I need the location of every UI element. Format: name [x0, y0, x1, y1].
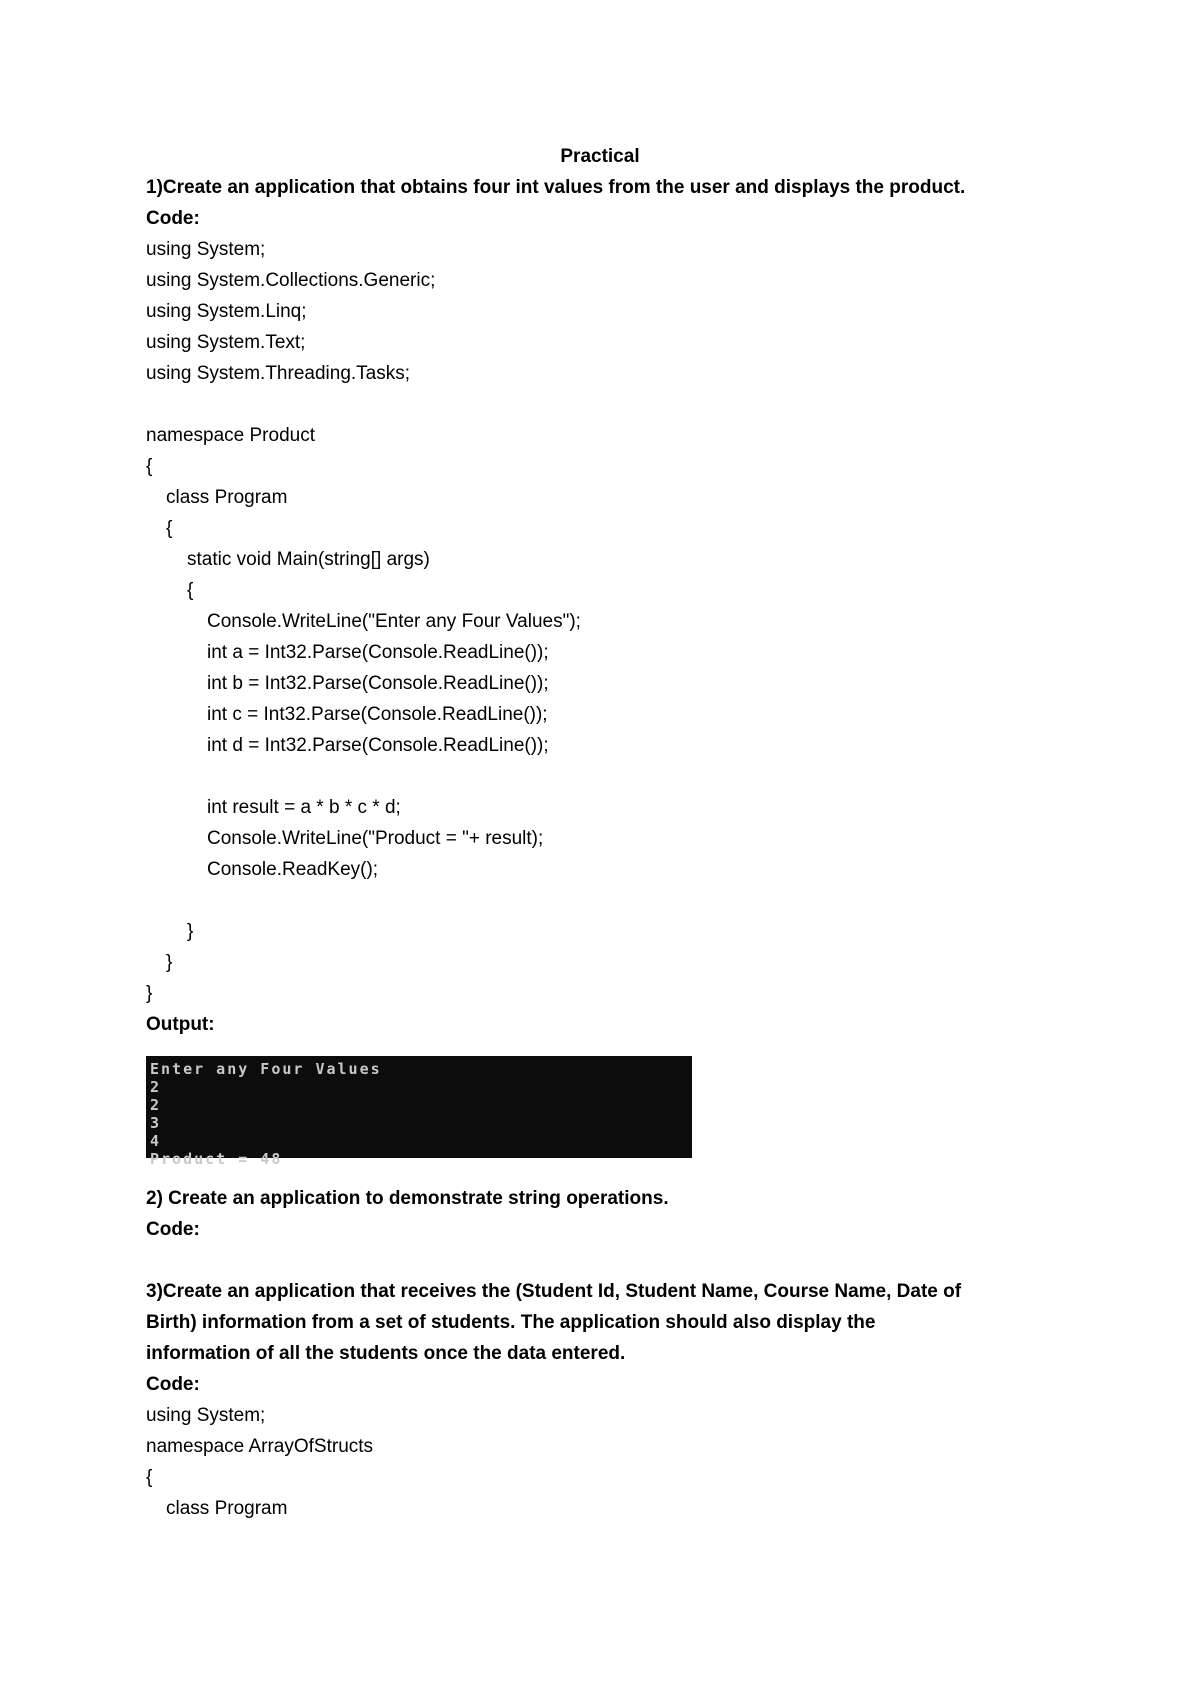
- q1-code-label: Code:: [146, 208, 200, 229]
- code-line: class Program: [166, 1498, 288, 1519]
- code-line: using System;: [146, 239, 266, 260]
- code-line: {: [146, 1467, 153, 1488]
- code-line: }: [146, 983, 153, 1004]
- q2-heading: 2) Create an application to demonstrate string operations.: [146, 1188, 669, 1209]
- code-line: using System.Collections.Generic;: [146, 270, 436, 291]
- code-line: int c = Int32.Parse(Console.ReadLine());: [207, 704, 548, 725]
- code-line: }: [166, 952, 173, 973]
- code-line: Console.WriteLine("Product = "+ result);: [207, 828, 544, 849]
- code-line: namespace Product: [146, 425, 315, 446]
- q3-heading-line: 3)Create an application that receives the (Student Id, Student Name, Course Name, Date of: [146, 1281, 962, 1302]
- code-line: static void Main(string[] args): [187, 549, 430, 570]
- q1-heading: 1)Create an application that obtains four int values from the user and displays the product.: [146, 177, 966, 198]
- page-title: Practical: [560, 146, 640, 167]
- code-line: Console.WriteLine("Enter any Four Values");: [207, 611, 581, 632]
- code-line: class Program: [166, 487, 288, 508]
- console-line: 4: [150, 1132, 162, 1150]
- code-line: }: [187, 921, 194, 942]
- q2-code-label: Code:: [146, 1219, 200, 1240]
- code-line: Console.ReadKey();: [207, 859, 379, 880]
- q1-output-label: Output:: [146, 1014, 215, 1035]
- code-line: int result = a * b * c * d;: [207, 797, 401, 818]
- code-line: {: [146, 456, 153, 477]
- code-line: int d = Int32.Parse(Console.ReadLine());: [207, 735, 549, 756]
- console-line: Product = 48: [150, 1150, 283, 1168]
- console-line: 3: [150, 1114, 162, 1132]
- code-line: int b = Int32.Parse(Console.ReadLine());: [207, 673, 549, 694]
- console-line: Enter any Four Values: [150, 1060, 382, 1078]
- code-line: {: [187, 580, 194, 601]
- code-line: {: [166, 518, 173, 539]
- console-output-screenshot: [146, 1056, 692, 1168]
- code-line: namespace ArrayOfStructs: [146, 1436, 374, 1457]
- code-line: using System.Text;: [146, 332, 306, 353]
- q3-code-label: Code:: [146, 1374, 200, 1395]
- code-line: using System.Linq;: [146, 301, 307, 322]
- code-line: using System;: [146, 1405, 266, 1426]
- code-line: using System.Threading.Tasks;: [146, 363, 411, 384]
- console-line: 2: [150, 1096, 162, 1114]
- code-line: int a = Int32.Parse(Console.ReadLine());: [207, 642, 549, 663]
- console-line: 2: [150, 1078, 162, 1096]
- q3-heading-line: Birth) information from a set of students. The application should also display the: [146, 1312, 876, 1333]
- q3-heading-line: information of all the students once the data entered.: [146, 1343, 626, 1364]
